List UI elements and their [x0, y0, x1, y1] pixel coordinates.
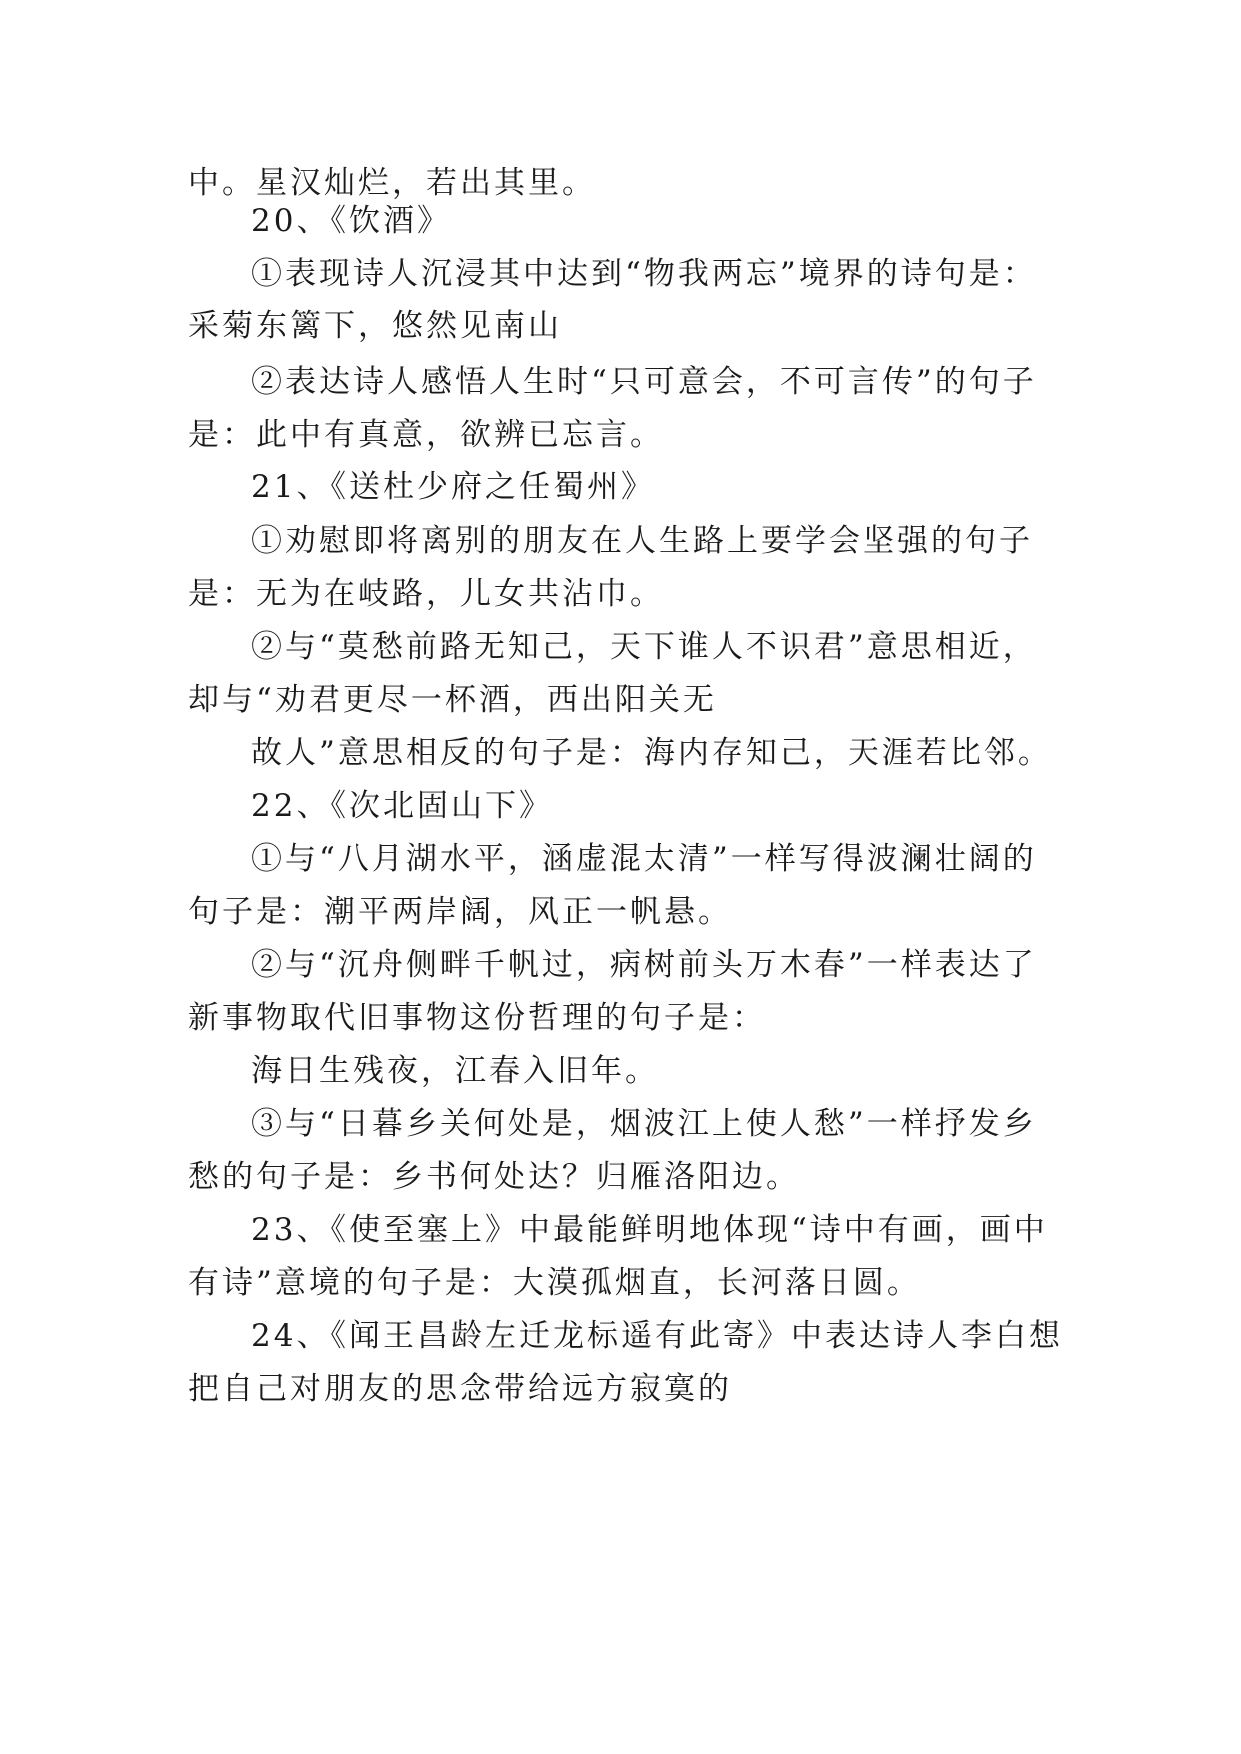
- text-line: 有诗”意境的句子是：大漠孤烟直，长河落日圆。: [188, 1265, 921, 1301]
- text-line: ①表现诗人沉浸其中达到“物我两忘”境界的诗句是：: [251, 256, 1037, 292]
- text-line: 故人”意思相反的句子是：海内存知己，天涯若比邻。: [251, 735, 1052, 771]
- text-line: 新事物取代旧事物这份哲理的句子是：: [188, 1000, 766, 1036]
- text-line: ③与“日暮乡关何处是，烟波江上使人愁”一样抒发乡: [251, 1106, 1037, 1142]
- text-line: 是：无为在岐路，儿女共沾巾。: [188, 576, 664, 612]
- section-heading: 20、《饮酒》: [251, 203, 451, 239]
- text-line: 句子是：潮平两岸阔，风正一帆悬。: [188, 894, 732, 930]
- text-line: 海日生残夜，江春入旧年。: [251, 1053, 659, 1089]
- text-line: 是：此中有真意，欲辨已忘言。: [188, 417, 664, 453]
- text-line: ①与“八月湖水平，涵虚混太清”一样写得波澜壮阔的: [251, 841, 1037, 877]
- text-line: 中。星汉灿烂，若出其里。: [188, 165, 596, 201]
- section-heading: 22、《次北固山下》: [251, 788, 553, 824]
- text-line: ②与“沉舟侧畔千帆过，病树前头万木春”一样表达了: [251, 947, 1037, 983]
- text-line: 却与“劝君更尽一杯酒，西出阳关无: [188, 682, 717, 718]
- section-heading: 21、《送杜少府之任蜀州》: [251, 469, 655, 505]
- text-line: 把自己对朋友的思念带给远方寂寞的: [188, 1371, 732, 1407]
- text-line: ②表达诗人感悟人生时“只可意会，不可言传”的句子: [251, 364, 1037, 400]
- text-line: 23、《使至塞上》中最能鲜明地体现“诗中有画，画中: [251, 1212, 1048, 1248]
- text-line: 愁的句子是：乡书何处达？归雁洛阳边。: [188, 1159, 800, 1195]
- text-line: 采菊东篱下，悠然见南山: [188, 308, 562, 344]
- text-line: ②与“莫愁前路无知己，天下谁人不识君”意思相近，: [251, 629, 1037, 665]
- text-line: ①劝慰即将离别的朋友在人生路上要学会坚强的句子: [251, 523, 1033, 559]
- text-line: 24、《闻王昌龄左迁龙标遥有此寄》中表达诗人李白想: [251, 1318, 1063, 1354]
